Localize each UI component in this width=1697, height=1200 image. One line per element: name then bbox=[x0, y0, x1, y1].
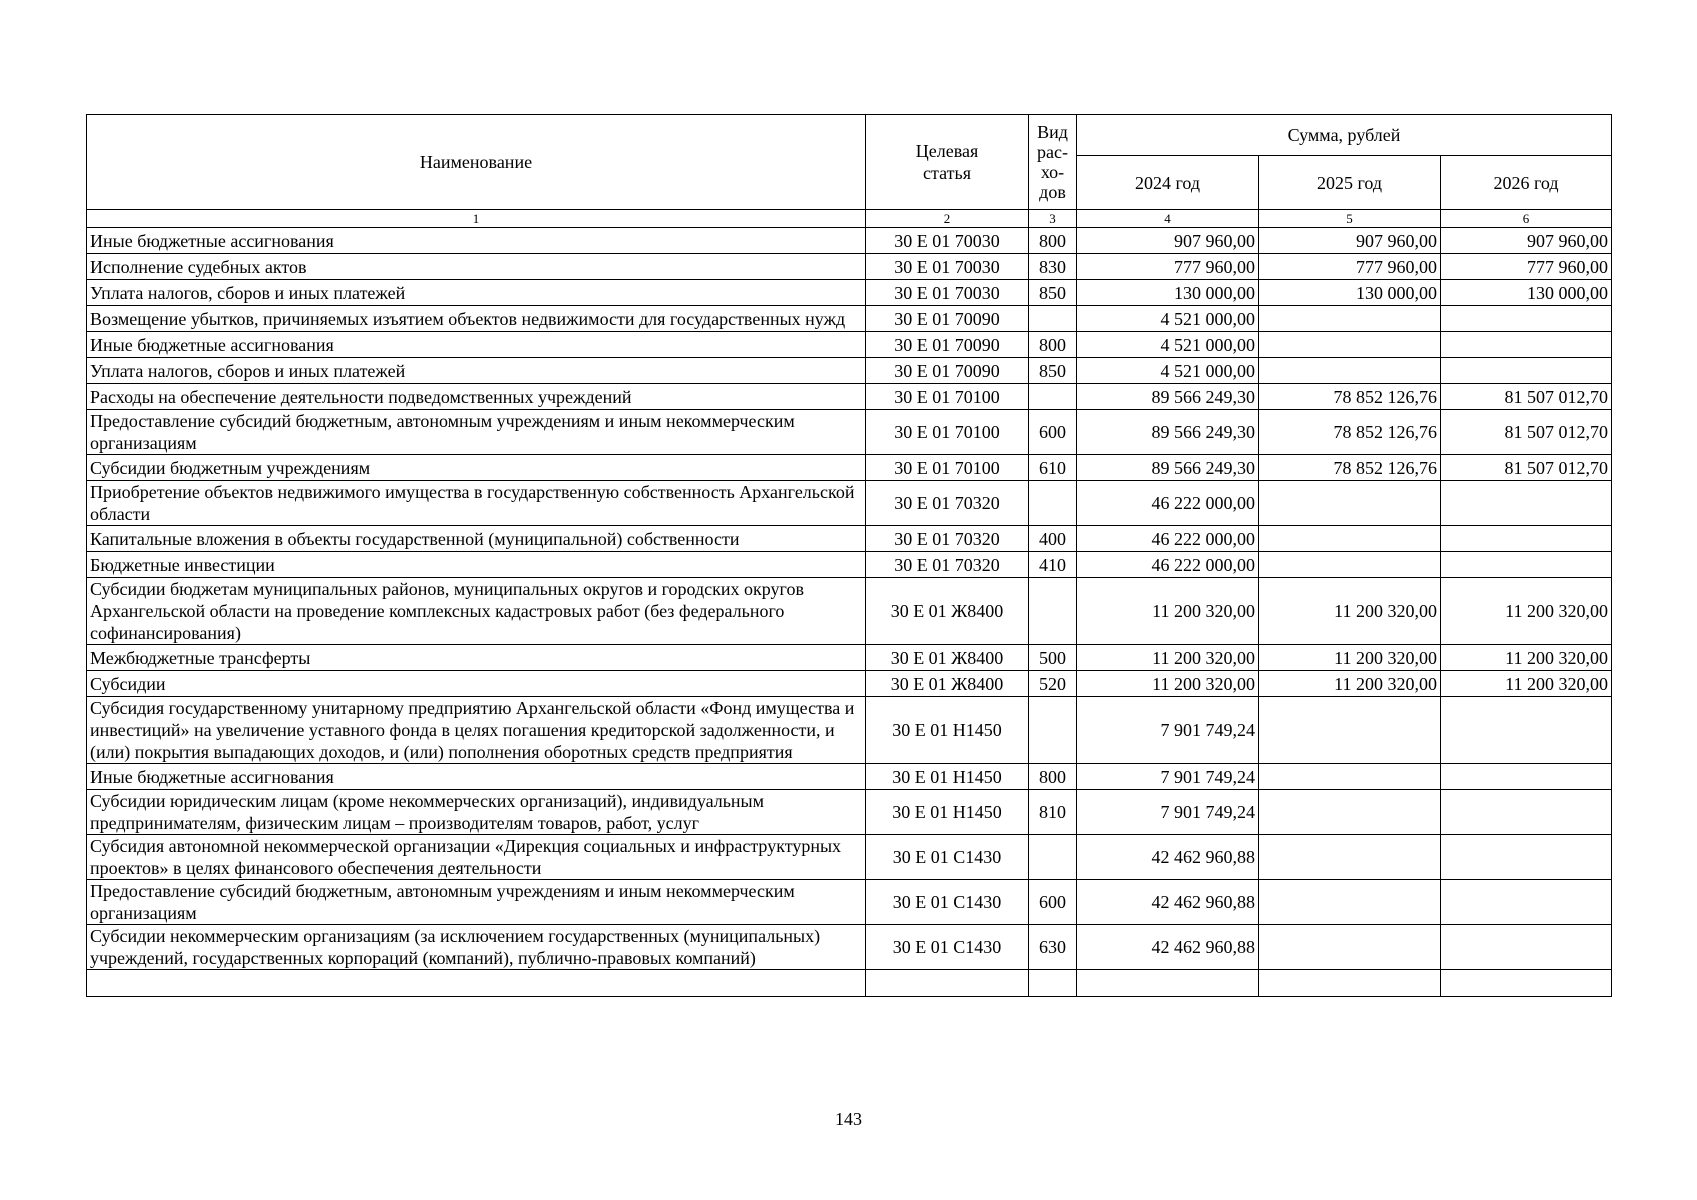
amount-2025-cell bbox=[1259, 332, 1441, 358]
amount-2026-cell bbox=[1441, 306, 1612, 332]
amount-2026-cell: 907 960,00 bbox=[1441, 228, 1612, 254]
amount-2025-cell bbox=[1259, 880, 1441, 925]
header-sum: Сумма, рублей bbox=[1077, 115, 1612, 156]
budget-table bbox=[86, 114, 1612, 997]
amount-2025-cell bbox=[1259, 790, 1441, 835]
table-row bbox=[87, 455, 1612, 481]
expense-kind-cell: 800 bbox=[1029, 764, 1077, 790]
amount-2026-cell: 11 200 320,00 bbox=[1441, 645, 1612, 671]
amount-2024-cell: 89 566 249,30 bbox=[1077, 410, 1259, 455]
item-name-cell: Субсидии некоммерческим организациям (за исключением государственных (муниципальных) учреждений, государственных корпораций (компаний), публично-правовых компаний) bbox=[87, 925, 866, 970]
amount-2025-cell bbox=[1259, 306, 1441, 332]
amount-2024-cell: 11 200 320,00 bbox=[1077, 578, 1259, 645]
amount-2024-cell: 42 462 960,88 bbox=[1077, 925, 1259, 970]
amount-2025-cell bbox=[1259, 925, 1441, 970]
table-row bbox=[87, 228, 1612, 254]
amount-2025-cell: 777 960,00 bbox=[1259, 254, 1441, 280]
target-article-cell: 30 Е 01 Н1450 bbox=[866, 790, 1029, 835]
amount-2024-cell: 907 960,00 bbox=[1077, 228, 1259, 254]
expense-kind-cell: 830 bbox=[1029, 254, 1077, 280]
item-name-cell: Субсидии юридическим лицам (кроме некоммерческих организаций), индивидуальным предпринимателям, физическим лицам – производителям товаров, работ, услуг bbox=[87, 790, 866, 835]
amount-2026-cell bbox=[1441, 358, 1612, 384]
item-name-cell: Иные бюджетные ассигнования bbox=[87, 764, 866, 790]
header-name: Наименование bbox=[87, 115, 866, 210]
item-name-cell: Капитальные вложения в объекты государственной (муниципальной) собственности bbox=[87, 526, 866, 552]
amount-2024-cell: 777 960,00 bbox=[1077, 254, 1259, 280]
header-kind-line2: рас- bbox=[1037, 142, 1068, 162]
empty-cell bbox=[866, 970, 1029, 997]
target-article-cell: 30 Е 01 С1430 bbox=[866, 880, 1029, 925]
target-article-cell: 30 Е 01 70100 bbox=[866, 384, 1029, 410]
amount-2025-cell: 907 960,00 bbox=[1259, 228, 1441, 254]
expense-kind-cell: 850 bbox=[1029, 358, 1077, 384]
amount-2026-cell: 11 200 320,00 bbox=[1441, 578, 1612, 645]
expense-kind-cell bbox=[1029, 384, 1077, 410]
table-row bbox=[87, 306, 1612, 332]
expense-kind-cell: 600 bbox=[1029, 880, 1077, 925]
item-name-cell: Исполнение судебных актов bbox=[87, 254, 866, 280]
header-kind-line4: дов bbox=[1039, 182, 1066, 202]
table-row bbox=[87, 526, 1612, 552]
amount-2025-cell bbox=[1259, 552, 1441, 578]
column-number: 1 bbox=[87, 210, 866, 228]
amount-2024-cell: 4 521 000,00 bbox=[1077, 358, 1259, 384]
table-row bbox=[87, 384, 1612, 410]
target-article-cell: 30 Е 01 70030 bbox=[866, 228, 1029, 254]
amount-2026-cell: 81 507 012,70 bbox=[1441, 410, 1612, 455]
table-row bbox=[87, 925, 1612, 970]
amount-2024-cell: 46 222 000,00 bbox=[1077, 552, 1259, 578]
item-name-cell: Уплата налогов, сборов и иных платежей bbox=[87, 280, 866, 306]
table-row bbox=[87, 645, 1612, 671]
target-article-cell: 30 Е 01 70030 bbox=[866, 280, 1029, 306]
amount-2024-cell: 89 566 249,30 bbox=[1077, 384, 1259, 410]
header-year-2025: 2025 год bbox=[1259, 156, 1441, 210]
table-row bbox=[87, 697, 1612, 764]
item-name-cell: Уплата налогов, сборов и иных платежей bbox=[87, 358, 866, 384]
expense-kind-cell: 500 bbox=[1029, 645, 1077, 671]
header-expense-kind bbox=[1029, 115, 1077, 210]
target-article-cell: 30 Е 01 70100 bbox=[866, 410, 1029, 455]
amount-2025-cell: 130 000,00 bbox=[1259, 280, 1441, 306]
amount-2026-cell bbox=[1441, 697, 1612, 764]
amount-2025-cell: 78 852 126,76 bbox=[1259, 455, 1441, 481]
amount-2026-cell: 81 507 012,70 bbox=[1441, 455, 1612, 481]
header-kind-line1: Вид bbox=[1037, 122, 1068, 142]
target-article-cell: 30 Е 01 Ж8400 bbox=[866, 578, 1029, 645]
expense-kind-cell bbox=[1029, 481, 1077, 526]
target-article-cell: 30 Е 01 70320 bbox=[866, 552, 1029, 578]
expense-kind-cell bbox=[1029, 306, 1077, 332]
amount-2026-cell: 777 960,00 bbox=[1441, 254, 1612, 280]
column-number: 2 bbox=[866, 210, 1029, 228]
item-name-cell: Приобретение объектов недвижимого имущества в государственную собственность Архангельской области bbox=[87, 481, 866, 526]
empty-cell bbox=[1029, 970, 1077, 997]
empty-cell bbox=[1259, 970, 1441, 997]
expense-kind-cell: 600 bbox=[1029, 410, 1077, 455]
column-number: 4 bbox=[1077, 210, 1259, 228]
amount-2026-cell: 11 200 320,00 bbox=[1441, 671, 1612, 697]
amount-2025-cell: 11 200 320,00 bbox=[1259, 671, 1441, 697]
amount-2024-cell: 42 462 960,88 bbox=[1077, 880, 1259, 925]
amount-2025-cell: 78 852 126,76 bbox=[1259, 384, 1441, 410]
expense-kind-cell: 520 bbox=[1029, 671, 1077, 697]
item-name-cell: Предоставление субсидий бюджетным, автономным учреждениям и иным некоммерческим организациям bbox=[87, 880, 866, 925]
amount-2025-cell bbox=[1259, 764, 1441, 790]
amount-2024-cell: 7 901 749,24 bbox=[1077, 697, 1259, 764]
amount-2025-cell bbox=[1259, 697, 1441, 764]
item-name-cell: Бюджетные инвестиции bbox=[87, 552, 866, 578]
expense-kind-cell: 800 bbox=[1029, 228, 1077, 254]
table-row bbox=[87, 481, 1612, 526]
amount-2024-cell: 7 901 749,24 bbox=[1077, 764, 1259, 790]
amount-2024-cell: 4 521 000,00 bbox=[1077, 306, 1259, 332]
table-row bbox=[87, 254, 1612, 280]
amount-2024-cell: 4 521 000,00 bbox=[1077, 332, 1259, 358]
table-row bbox=[87, 671, 1612, 697]
amount-2025-cell bbox=[1259, 358, 1441, 384]
amount-2026-cell bbox=[1441, 790, 1612, 835]
table-body bbox=[87, 228, 1612, 997]
target-article-cell: 30 Е 01 70320 bbox=[866, 481, 1029, 526]
table-row bbox=[87, 552, 1612, 578]
amount-2025-cell: 78 852 126,76 bbox=[1259, 410, 1441, 455]
item-name-cell: Субсидии bbox=[87, 671, 866, 697]
amount-2026-cell bbox=[1441, 764, 1612, 790]
target-article-cell: 30 Е 01 70090 bbox=[866, 306, 1029, 332]
target-article-cell: 30 Е 01 Н1450 bbox=[866, 697, 1029, 764]
amount-2024-cell: 7 901 749,24 bbox=[1077, 790, 1259, 835]
amount-2026-cell bbox=[1441, 835, 1612, 880]
amount-2026-cell bbox=[1441, 481, 1612, 526]
table-row bbox=[87, 332, 1612, 358]
target-article-cell: 30 Е 01 70090 bbox=[866, 332, 1029, 358]
amount-2026-cell: 130 000,00 bbox=[1441, 280, 1612, 306]
table-row bbox=[87, 280, 1612, 306]
column-numbers-row bbox=[87, 210, 1612, 228]
table-row bbox=[87, 578, 1612, 645]
target-article-cell: 30 Е 01 70030 bbox=[866, 254, 1029, 280]
target-article-cell: 30 Е 01 Ж8400 bbox=[866, 671, 1029, 697]
table-header bbox=[87, 115, 1612, 228]
target-article-cell: 30 Е 01 70100 bbox=[866, 455, 1029, 481]
target-article-cell: 30 Е 01 Н1450 bbox=[866, 764, 1029, 790]
item-name-cell: Возмещение убытков, причиняемых изъятием объектов недвижимости для государственных нужд bbox=[87, 306, 866, 332]
target-article-cell: 30 Е 01 С1430 bbox=[866, 835, 1029, 880]
page-number: 143 bbox=[835, 1109, 862, 1129]
expense-kind-cell bbox=[1029, 578, 1077, 645]
amount-2026-cell bbox=[1441, 332, 1612, 358]
header-kind-line3: хо- bbox=[1040, 162, 1065, 182]
expense-kind-cell: 850 bbox=[1029, 280, 1077, 306]
amount-2024-cell: 42 462 960,88 bbox=[1077, 835, 1259, 880]
table-row bbox=[87, 880, 1612, 925]
amount-2026-cell bbox=[1441, 880, 1612, 925]
expense-kind-cell: 610 bbox=[1029, 455, 1077, 481]
item-name-cell: Предоставление субсидий бюджетным, автономным учреждениям и иным некоммерческим организациям bbox=[87, 410, 866, 455]
item-name-cell: Субсидии бюджетным учреждениям bbox=[87, 455, 866, 481]
item-name-cell: Иные бюджетные ассигнования bbox=[87, 228, 866, 254]
column-number: 5 bbox=[1259, 210, 1441, 228]
amount-2024-cell: 11 200 320,00 bbox=[1077, 671, 1259, 697]
table-row bbox=[87, 410, 1612, 455]
table-row bbox=[87, 358, 1612, 384]
table-row bbox=[87, 835, 1612, 880]
header-target-line2: статья bbox=[923, 163, 971, 183]
amount-2024-cell: 89 566 249,30 bbox=[1077, 455, 1259, 481]
amount-2024-cell: 46 222 000,00 bbox=[1077, 481, 1259, 526]
target-article-cell: 30 Е 01 Ж8400 bbox=[866, 645, 1029, 671]
amount-2024-cell: 130 000,00 bbox=[1077, 280, 1259, 306]
header-year-2026: 2026 год bbox=[1441, 156, 1612, 210]
amount-2025-cell bbox=[1259, 835, 1441, 880]
empty-row bbox=[87, 970, 1612, 997]
table-row bbox=[87, 790, 1612, 835]
expense-kind-cell: 800 bbox=[1029, 332, 1077, 358]
amount-2025-cell bbox=[1259, 481, 1441, 526]
item-name-cell: Субсидия автономной некоммерческой организации «Дирекция социальных и инфраструктурных проектов» в целях финансового обеспечения деятельности bbox=[87, 835, 866, 880]
expense-kind-cell: 410 bbox=[1029, 552, 1077, 578]
empty-cell bbox=[87, 970, 866, 997]
header-target-article bbox=[866, 115, 1029, 210]
amount-2026-cell bbox=[1441, 552, 1612, 578]
item-name-cell: Расходы на обеспечение деятельности подведомственных учреждений bbox=[87, 384, 866, 410]
expense-kind-cell: 810 bbox=[1029, 790, 1077, 835]
item-name-cell: Субсидии бюджетам муниципальных районов, муниципальных округов и городских округов Архангельской области на проведение комплексных кадастровых работ (без федерального софинансирования) bbox=[87, 578, 866, 645]
header-year-2024: 2024 год bbox=[1077, 156, 1259, 210]
target-article-cell: 30 Е 01 70090 bbox=[866, 358, 1029, 384]
amount-2024-cell: 46 222 000,00 bbox=[1077, 526, 1259, 552]
header-target-line1: Целевая bbox=[915, 141, 979, 161]
column-number: 3 bbox=[1029, 210, 1077, 228]
amount-2024-cell: 11 200 320,00 bbox=[1077, 645, 1259, 671]
item-name-cell: Межбюджетные трансферты bbox=[87, 645, 866, 671]
target-article-cell: 30 Е 01 70320 bbox=[866, 526, 1029, 552]
expense-kind-cell: 630 bbox=[1029, 925, 1077, 970]
amount-2026-cell: 81 507 012,70 bbox=[1441, 384, 1612, 410]
empty-cell bbox=[1077, 970, 1259, 997]
header-row bbox=[87, 115, 1612, 156]
column-number: 6 bbox=[1441, 210, 1612, 228]
target-article-cell: 30 Е 01 С1430 bbox=[866, 925, 1029, 970]
amount-2025-cell bbox=[1259, 526, 1441, 552]
amount-2025-cell: 11 200 320,00 bbox=[1259, 578, 1441, 645]
expense-kind-cell bbox=[1029, 835, 1077, 880]
item-name-cell: Иные бюджетные ассигнования bbox=[87, 332, 866, 358]
item-name-cell: Субсидия государственному унитарному предприятию Архангельской области «Фонд имущества и инвестиций» на увеличение уставного фонда в целях погашения кредиторской задолженности, и (или) покрытия выпадающих доходов, и (или) пополнения оборотных средств предприятия bbox=[87, 697, 866, 764]
amount-2025-cell: 11 200 320,00 bbox=[1259, 645, 1441, 671]
table-row bbox=[87, 764, 1612, 790]
amount-2026-cell bbox=[1441, 526, 1612, 552]
empty-cell bbox=[1441, 970, 1612, 997]
amount-2026-cell bbox=[1441, 925, 1612, 970]
expense-kind-cell bbox=[1029, 697, 1077, 764]
expense-kind-cell: 400 bbox=[1029, 526, 1077, 552]
